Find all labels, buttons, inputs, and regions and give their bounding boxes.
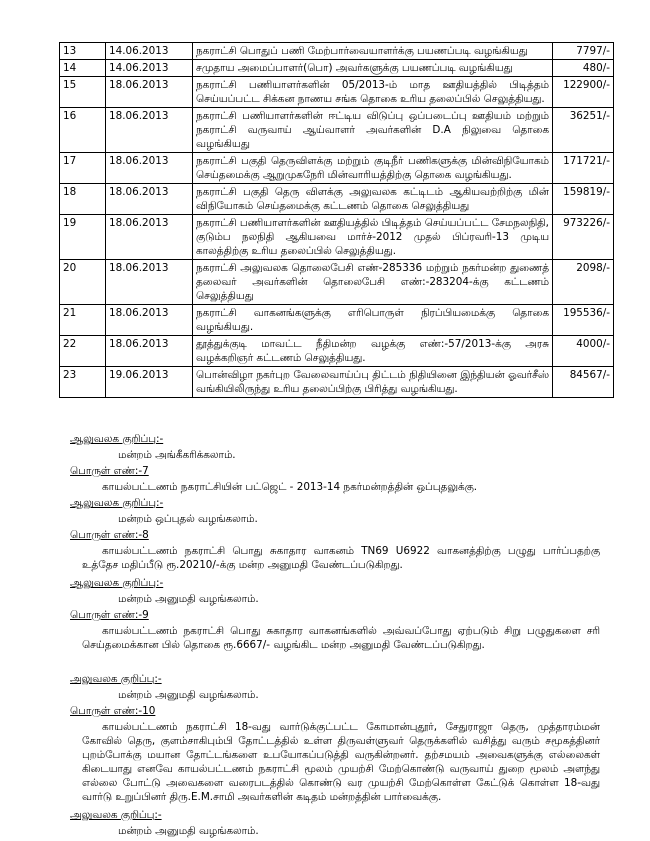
table-row — [60, 260, 614, 305]
row-number: 22 — [60, 336, 106, 367]
table-row — [60, 215, 614, 260]
note2-text: மன்றம் ஒப்புதல் வழங்கலாம். — [118, 513, 258, 525]
row-amount: 36251/- — [553, 108, 614, 153]
row-number: 14 — [60, 60, 106, 77]
row-number: 18 — [60, 184, 106, 215]
row-description: நகராட்சி பகுதி தெருவிளக்கு மற்றும் குடிநீர் பணிகளுக்கு மின்விநியோகம் செய்தமைக்கு ஆறுமுகநேரி மின்வாரியத்திற்கு தொகை வழங்கியது. — [193, 153, 553, 184]
expense-table-body — [60, 43, 614, 398]
row-date: 18.06.2013 — [106, 77, 193, 108]
table-row — [60, 60, 614, 77]
subject7-text: காயல்பட்டணம் நகராட்சியின் பட்ஜெட் - 2013-14 நகர்மன்றத்தின் ஒப்புதலுக்கு. — [102, 481, 478, 493]
row-amount: 4000/- — [553, 336, 614, 367]
note2-heading-text: ஆலுவலக குறிப்பு:- — [70, 497, 164, 509]
row-description: நகராட்சி பணியாளர்களின் ஊதியத்தில் பிடித்தம் செய்யப்பட்ட சேமநலநிதி, குடும்ப நலநிதி ஆகியவை மார்ச்-2012 முதல் பிப்ரவரி-13 முடிய காலத்திற்கு உரிய தலைப்பில் செலுத்தியது. — [193, 215, 553, 260]
row-number: 23 — [60, 367, 106, 398]
row-number: 15 — [60, 77, 106, 108]
row-description: தூத்துக்குடி மாவட்ட நீதிமன்ற வழக்கு எண்:-57/2013-க்கு அரசு வழக்கறிஞர் கட்டணம் செலுத்தியது. — [193, 336, 553, 367]
row-number: 20 — [60, 260, 106, 305]
table-row — [60, 184, 614, 215]
row-amount: 973226/- — [553, 215, 614, 260]
row-date: 14.06.2013 — [106, 43, 193, 60]
subject7-heading — [70, 464, 650, 478]
row-number: 17 — [60, 153, 106, 184]
subject9-heading-text: பொருள் எண்:-9 — [70, 609, 149, 621]
row-description: நகராட்சி பணியாளர்களின் 05/2013-ம் மாத ஊதியத்தில் பிடித்தம் செய்யப்பட்ட சிக்கன நாணய சங்க தொகை உரிய தலைப்பில் செலுத்தியது. — [193, 77, 553, 108]
note3-text: மன்றம் அனுமதி வழங்கலாம். — [118, 593, 259, 605]
table-row — [60, 43, 614, 60]
row-number: 21 — [60, 305, 106, 336]
row-amount: 7797/- — [553, 43, 614, 60]
note1-heading — [70, 432, 650, 446]
note1-text: மன்றம் அங்கீகரிக்கலாம். — [118, 449, 236, 461]
row-date: 18.06.2013 — [106, 108, 193, 153]
row-number: 19 — [60, 215, 106, 260]
subject8-heading — [70, 528, 650, 542]
row-date: 18.06.2013 — [106, 215, 193, 260]
subject8-text: காயல்பட்டணம் நகராட்சி பொது சுகாதார வாகனம் TN69 U6922 வாகனத்திற்கு பழுது பார்ப்பதற்கு உத்தேச மதிப்பீடு ரூ.20210/-க்கு மன்ற அனுமதி வேண்டப்படுகிறது. — [82, 545, 600, 571]
row-amount: 84567/- — [553, 367, 614, 398]
table-row — [60, 153, 614, 184]
table-row — [60, 305, 614, 336]
row-date: 18.06.2013 — [106, 184, 193, 215]
table-row — [60, 367, 614, 398]
subject9-text: காயல்பட்டணம் நகராட்சி பொது சுகாதார வாகனங்களில் அவ்வப்போது ஏற்படும் சிறு பழுதுகளை சரி செய்தமைக்கான பில் தொகை ரூ.6667/- வழங்கிட மன்ற அனுமதி வேண்டப்படுகிறது. — [82, 625, 600, 651]
row-date: 18.06.2013 — [106, 336, 193, 367]
table-row — [60, 336, 614, 367]
subject10-text: காயல்பட்டணம் நகராட்சி 18-வது வார்டுக்குட்பட்ட கோமான்புதூர், சேதுராஜா தெரு, முத்தாரம்மன் கோவில் தெரு, குளம்சாகிபும்பி தோட்டத்தில் உள்ள திருவள்ளுவர் தெருக்களில் வசித்து வரும் சமூகத்தினர் புறம்போக்கு மயான தோட்டங்களை உபயோகப்படுத்தி வருகின்றனர். தற்சமயம் அவைகளுக்கு எல்லைகள் கிடையாது எனவே காயல்பட்டணம் நகராட்சி மூலம் முயற்சி மேற்கொண்டு வருவாய் துறை மூலம் அளந்து எல்லை போட்டு அவைகளை வரைபடத்தில் கொண்டு வர முயற்சி மேற்கொள்ள கேட்டுக் கொள்ள 18-வது வார்டு உறுப்பினர் திரு.E.M.சாமி அவர்களின் கடிதம் மன்றத்தின் பார்வைக்கு. — [82, 721, 600, 803]
note5-text: மன்றம் அனுமதி வழங்கலாம். — [118, 825, 259, 837]
row-description: நகராட்சி பணியாளர்களின் ஈட்டிய விடுப்பு ஒப்படைப்பு ஊதியம் மற்றும் நகராட்சி வருவாய் ஆய்வாளர் அவர்களின் D.A நிலுவை தொகை வழங்கியது — [193, 108, 553, 153]
note5-heading — [70, 808, 650, 822]
row-number: 16 — [60, 108, 106, 153]
row-amount: 122900/- — [553, 77, 614, 108]
row-description: நகராட்சி பொதுப் பணி மேற்பார்வையாளர்க்கு பயணப்படி வழங்கியது — [193, 43, 553, 60]
note3-heading-text: ஆலுவலக குறிப்பு:- — [70, 577, 164, 589]
row-number: 13 — [60, 43, 106, 60]
row-date: 18.06.2013 — [106, 305, 193, 336]
subject10-heading — [70, 704, 650, 718]
row-amount: 480/- — [553, 60, 614, 77]
row-date: 14.06.2013 — [106, 60, 193, 77]
row-date: 18.06.2013 — [106, 153, 193, 184]
note5-heading-text: அலுவலக குறிப்பு:- — [70, 809, 162, 821]
row-description: நகராட்சி அலுவலக தொலைபேசி எண்-285336 மற்றும் நகர்மன்ற துணைத் தலைவர் அவர்களின் தொலைபேசி எண்:-283204-க்கு கட்டணம் செலுத்தியது — [193, 260, 553, 305]
row-description: நகராட்சி பகுதி தெரு விளக்கு அலுவலக கட்டிடம் ஆகியவற்றிற்கு மின் விநியோகம் செய்தமைக்கு கட்டணம் தொகை செலுத்தியது — [193, 184, 553, 215]
row-description: சமுதாய அமைப்பாளர்(பொ) அவர்களுக்கு பயணப்படி வழங்கியது — [193, 60, 553, 77]
row-amount: 195536/- — [553, 305, 614, 336]
subject10-heading-text: பொருள் எண்:-10 — [70, 705, 156, 717]
row-amount: 159819/- — [553, 184, 614, 215]
row-date: 19.06.2013 — [106, 367, 193, 398]
note3-heading — [70, 576, 650, 590]
subject7-heading-text: பொருள் எண்:-7 — [70, 465, 149, 477]
expense-table — [59, 42, 614, 398]
note4-heading — [70, 672, 650, 686]
note2-heading — [70, 496, 650, 510]
row-description: பொன்விழா நகர்புற வேலைவாய்ப்பு திட்டம் நிதியினை இந்தியன் ஓவர்சீஸ் வங்கியிலிருந்து உரிய தலைப்பிற்கு பிரித்து வழங்கியது. — [193, 367, 553, 398]
subject9-heading — [70, 608, 650, 622]
row-amount: 2098/- — [553, 260, 614, 305]
row-date: 18.06.2013 — [106, 260, 193, 305]
subject8-heading-text: பொருள் எண்:-8 — [70, 529, 149, 541]
note1-heading-text: ஆலுவலக குறிப்பு:- — [70, 433, 164, 445]
row-amount: 171721/- — [553, 153, 614, 184]
table-row — [60, 77, 614, 108]
note4-heading-text: அலுவலக குறிப்பு:- — [70, 673, 162, 685]
row-description: நகராட்சி வாகனங்களுக்கு எரிபொருள் நிரப்பியமைக்கு தொகை வழங்கியது. — [193, 305, 553, 336]
note4-text: மன்றம் அனுமதி வழங்கலாம். — [118, 689, 259, 701]
table-row — [60, 108, 614, 153]
